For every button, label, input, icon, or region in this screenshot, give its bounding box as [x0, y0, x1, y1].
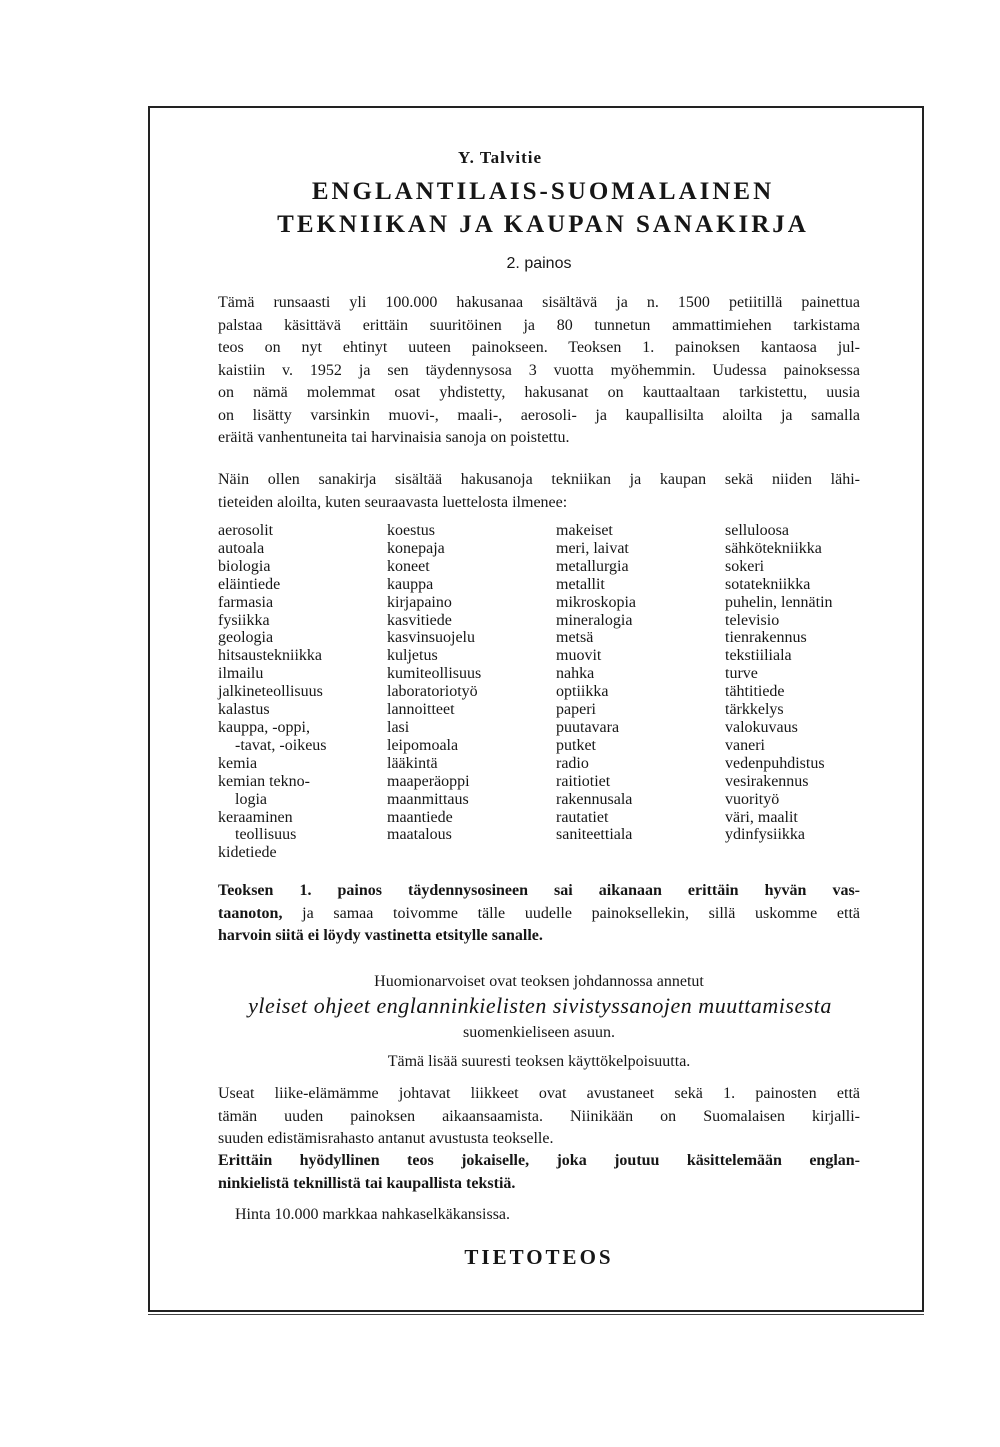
intro-line: on lisätty varsinkin muovi-, maali-, aerosoli- ja kaupallisilta aloilta ja samalla	[218, 406, 860, 424]
intro-line: palstaa käsittävä erittäin suuritöinen ja 80 tunnetun ammattimiehen tarkistama	[218, 316, 860, 334]
reception-line: Teoksen 1. painos täydennysosineen sai aikanaan erittäin hyvän vas-	[218, 882, 860, 899]
notice-line-1: Huomionarvoiset ovat teoksen johdannossa annetut	[374, 973, 704, 990]
fields-intro-line: Näin ollen sanakirja sisältää hakusanoja tekniikan ja kaupan sekä niiden lähi-	[218, 471, 860, 488]
field-item: optiikka	[556, 683, 609, 701]
reception-text: ja samaa toivomme tälle uudelle painoksellekin, sillä uskomme että	[282, 904, 860, 922]
field-item: lasi	[387, 718, 410, 736]
field-item: puutavara	[556, 718, 620, 736]
intro-paragraph	[218, 292, 860, 450]
field-item: vedenpuhdistus	[725, 754, 825, 772]
field-item: logia	[235, 790, 267, 808]
field-item: meri, laivat	[556, 539, 629, 557]
field-item: radio	[556, 754, 589, 772]
field-item: farmasia	[218, 593, 274, 611]
field-item: koneet	[387, 557, 430, 575]
field-item: mineralogia	[556, 611, 633, 629]
field-item: lääkintä	[387, 754, 438, 772]
field-item: geologia	[218, 629, 274, 647]
reception-paragraph	[218, 880, 860, 948]
field-item: aerosolit	[218, 522, 274, 539]
reception-line: harvoin siitä ei löydy vastinetta etsitylle sanalle.	[218, 927, 543, 944]
field-item: makeiset	[556, 522, 613, 539]
intro-line: Tämä runsaasti yli 100.000 hakusanaa sisältävä ja n. 1500 petiitillä painettua	[218, 294, 860, 311]
field-item: ilmailu	[218, 665, 264, 683]
field-item: selluloosa	[725, 522, 789, 539]
frame-bottom-rule	[148, 1310, 924, 1312]
field-item: lannoitteet	[387, 701, 455, 719]
field-item: kauppa, -oppi,	[218, 718, 310, 736]
field-item: televisio	[725, 611, 780, 629]
useful-line: ninkielistä teknillistä tai kaupallista tekstiä.	[218, 1174, 516, 1192]
field-item: saniteettiala	[556, 826, 633, 844]
intro-line: teos on nyt ehtinyt uuteen painokseen. Teoksen 1. painoksen kantaosa jul-	[218, 339, 860, 356]
field-item: tienrakennus	[725, 629, 807, 647]
field-item: vuorityö	[725, 790, 780, 808]
fields-column-1	[218, 522, 327, 862]
field-item: maatalous	[387, 826, 452, 844]
field-item: tärkkelys	[725, 701, 784, 719]
support-line: tämän uuden painoksen aikaansaamista. Niinikään on Suomalaisen kirjalli-	[218, 1107, 860, 1125]
field-item: kemia	[218, 754, 258, 772]
field-item: maantiede	[387, 808, 453, 826]
useful-paragraph	[218, 1150, 860, 1195]
field-item: väri, maalit	[725, 808, 798, 826]
useful-line: Erittäin hyödyllinen teos jokaiselle, joka joutuu käsittelemään englan-	[218, 1152, 860, 1169]
frame-right-rule	[922, 106, 924, 1312]
notice-italic-heading: yleiset ohjeet englanninkielisten sivistyssanojen muuttamisesta	[248, 993, 832, 1018]
field-item: maanmittaus	[387, 790, 469, 808]
support-line: Useat liike-elämämme johtavat liikkeet ovat avustaneet sekä 1. painosten että	[218, 1085, 860, 1102]
field-item: sokeri	[725, 557, 765, 575]
field-item: ydinfysiikka	[725, 826, 805, 844]
field-item: rautatiet	[556, 808, 609, 826]
field-item: leipomoala	[387, 736, 459, 754]
intro-line: on nämä molemmat osat yhdistetty, hakusanat on kauttaaltaan tarkistettu, uusia	[218, 384, 860, 401]
field-item: kalastus	[218, 701, 270, 719]
field-item: sotatekniikka	[725, 575, 811, 593]
field-item: vaneri	[725, 736, 765, 754]
field-item: kemian tekno-	[218, 772, 310, 790]
field-item: mikroskopia	[556, 593, 636, 611]
book-title-line-1: ENGLANTILAIS-SUOMALAINEN	[311, 178, 775, 205]
field-item: keraaminen	[218, 808, 293, 826]
notice-line-4: Tämä lisää suuresti teoksen käyttökelpoisuutta.	[387, 1053, 691, 1070]
field-item: vesirakennus	[725, 772, 809, 790]
field-item: metsä	[556, 629, 594, 647]
author-name: Y. Talvitie	[457, 148, 543, 167]
publisher-name: TIETOTEOS	[464, 1245, 614, 1269]
price-text: Hinta 10.000 markkaa nahkaselkäkansissa.	[235, 1206, 511, 1223]
reception-bold-word: taanoton,	[218, 904, 283, 922]
intro-line: eräitä vanhentuneita tai harvinaisia sanoja on poistettu.	[218, 429, 570, 446]
field-item: hitsaustekniikka	[218, 647, 322, 665]
field-item: kumiteollisuus	[387, 665, 482, 683]
field-item: valokuvaus	[725, 718, 798, 736]
field-item: putket	[556, 736, 596, 754]
fields-intro-paragraph	[218, 469, 860, 514]
intro-line: kaistiin v. 1952 ja sen täydennysosa 3 vuotta myöhemmin. Uudessa painoksessa	[218, 361, 860, 379]
field-item: paperi	[556, 701, 596, 719]
field-item: kirjapaino	[387, 593, 452, 611]
field-item: -tavat, -oikeus	[235, 736, 327, 754]
field-item: raitiotiet	[556, 772, 611, 790]
field-item: kasvitiede	[387, 611, 452, 629]
notice-line-3: suomenkieliseen asuun.	[463, 1024, 615, 1041]
book-title-line-2: TEKNIIKAN JA KAUPAN SANAKIRJA	[277, 211, 809, 238]
field-item: fysiikka	[218, 611, 270, 629]
field-item: kasvinsuojelu	[387, 629, 475, 647]
field-item: muovit	[556, 647, 602, 665]
field-item: biologia	[218, 557, 271, 575]
field-item: teollisuus	[235, 826, 297, 844]
field-item: koestus	[387, 522, 435, 539]
field-item: jalkineteollisuus	[218, 683, 323, 701]
support-line: suuden edistämisrahasto antanut avustusta teokselle.	[218, 1130, 554, 1147]
field-item: autoala	[218, 539, 265, 557]
fields-intro-line: tieteiden aloilta, kuten seuraavasta luettelosta ilmenee:	[218, 493, 568, 511]
field-item: kidetiede	[218, 844, 277, 862]
fields-column-2	[387, 522, 481, 844]
field-item: metallit	[556, 575, 605, 593]
field-item: turve	[725, 665, 758, 683]
field-item: laboratoriotyö	[387, 683, 478, 701]
frame-bottom-rule-thin	[148, 1314, 924, 1315]
fields-column-4	[725, 522, 833, 844]
field-item: rakennusala	[556, 790, 633, 808]
field-item: sähkötekniikka	[725, 539, 822, 557]
field-item: nahka	[556, 665, 595, 683]
frame-left-rule	[148, 106, 150, 1312]
frame-top-rule	[148, 106, 924, 108]
field-item: puhelin, lennätin	[725, 593, 833, 611]
field-item: metallurgia	[556, 557, 629, 575]
support-paragraph	[218, 1083, 860, 1151]
field-item: kuljetus	[387, 647, 438, 665]
field-item: tähtitiede	[725, 683, 785, 701]
price-line	[235, 1204, 877, 1227]
fields-column-3	[556, 522, 636, 844]
field-item: kauppa	[387, 575, 434, 593]
edition-label: 2. painos	[506, 255, 572, 272]
field-item: maaperäoppi	[387, 772, 470, 790]
reception-line	[218, 903, 860, 926]
field-item: eläintiede	[218, 575, 281, 593]
field-item: konepaja	[387, 539, 445, 557]
field-item: tekstiiliala	[725, 647, 792, 665]
